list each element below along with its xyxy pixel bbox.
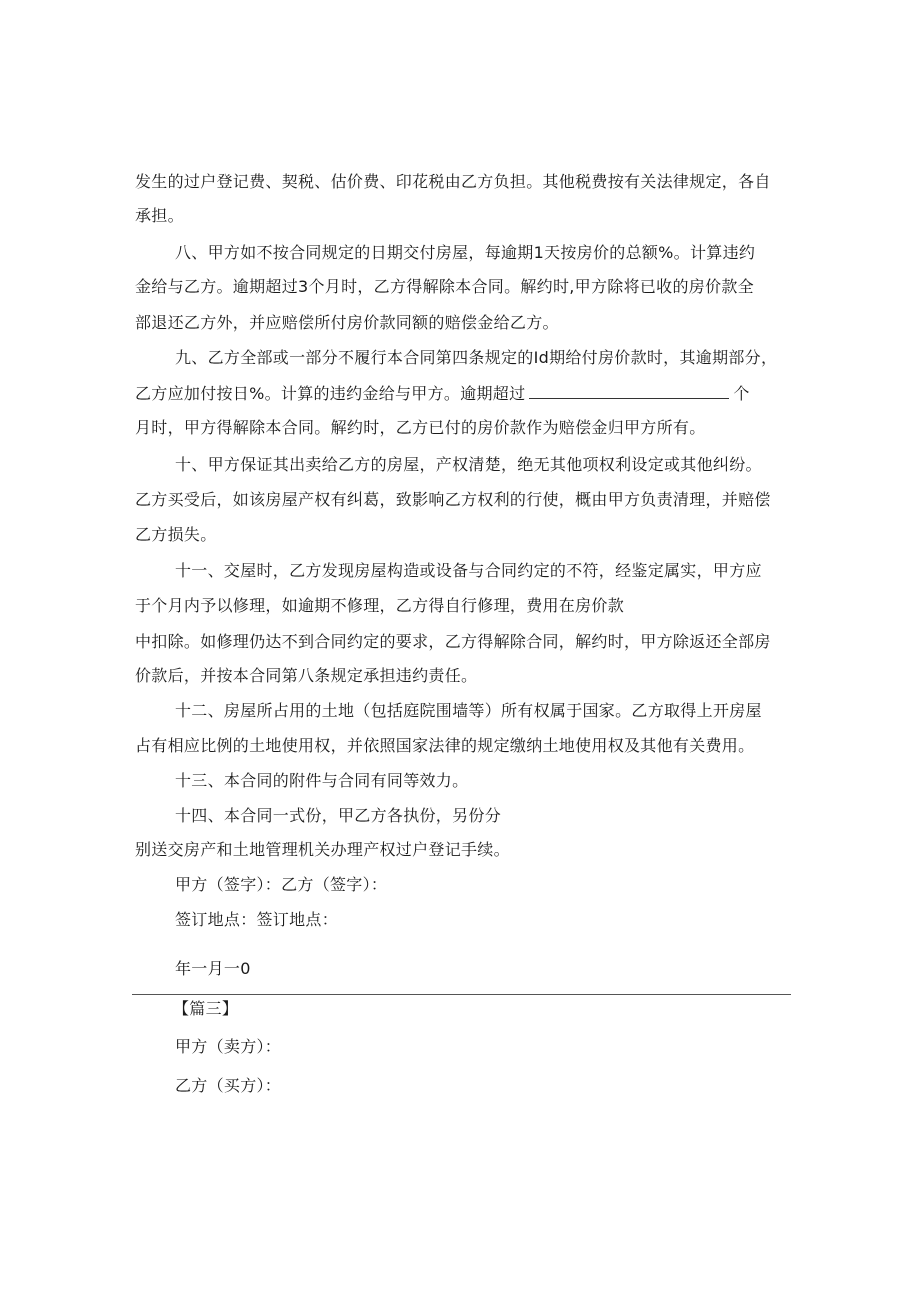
signature-line: 甲方（签字）：乙方（签字）： [175, 875, 388, 894]
section-divider [132, 994, 791, 995]
paragraph-line: 价款后，并按本合同第八条规定承担违约责任。 [135, 666, 478, 685]
blank-fill-line [529, 383, 729, 399]
seller-line: 甲方（卖方）： [175, 1037, 282, 1056]
signing-place-line: 签订地点：签订地点： [175, 910, 339, 929]
clause-13-line: 十三、本合同的附件与合同有同等效力。 [175, 771, 469, 790]
date-line: 年一月一0 [175, 959, 251, 978]
clause-12-line: 十二、房屋所占用的土地（包括庭院围墙等）所有权属于国家。乙方取得上开房屋 [175, 701, 762, 720]
clause-14-line: 十四、本合同一式份，甲乙方各执份，另份分 [175, 806, 502, 825]
clause-11-line: 十一、交屋时，乙方发现房屋构造或设备与合同约定的不符，经鉴定属实，甲方应 [175, 561, 762, 580]
paragraph-line: 月时，甲方得解除本合同。解约时，乙方已付的房价款作为赔偿金归甲方所有。 [135, 418, 706, 437]
paragraph-line: 部退还乙方外，并应赔偿所付房价款同额的赔偿金给乙方。 [135, 313, 559, 332]
paragraph-line: 占有相应比例的土地使用权，并依照国家法律的规定缴纳土地使用权及其他有关费用。 [135, 736, 755, 755]
paragraph-line: 承担。 [135, 206, 184, 225]
clause-8-line: 八、甲方如不按合同规定的日期交付房屋，每逾期1天按房价的总额%。计算违约 [175, 243, 756, 262]
paragraph-line: 别送交房产和土地管理机关办理产权过户登记手续。 [135, 840, 510, 859]
clause-9-unit: 个 [733, 384, 750, 403]
buyer-line: 乙方（买方）： [175, 1076, 282, 1095]
paragraph-line: 发生的过户登记费、契税、估价费、印花税由乙方负担。其他税费按有关法律规定，各自 [135, 172, 771, 191]
paragraph-line: 乙方损失。 [135, 525, 217, 544]
clause-9-text: 乙方应加付按日%。计算的违约金给与甲方。逾期超过 [135, 384, 526, 403]
paragraph-line: 乙方买受后，如该房屋产权有纠葛，致影响乙方权利的行使，概由甲方负责清理，并赔偿 [135, 490, 771, 509]
section-heading: 【篇三】 [173, 999, 239, 1018]
clause-10-line: 十、甲方保证其出卖给乙方的房屋，产权清楚，绝无其他项权利设定或其他纠纷。 [175, 455, 762, 474]
paragraph-line: 中扣除。如修理仍达不到合同约定的要求，乙方得解除合同，解约时，甲方除返还全部房 [135, 632, 771, 651]
clause-9-line: 九、乙方全部或一部分不履行本合同第四条规定的Id期给付房价款时，其逾期部分， [175, 348, 778, 367]
paragraph-line [135, 383, 795, 404]
paragraph-line: 金给与乙方。逾期超过3个月时，乙方得解除本合同。解约时,甲方除将已收的房价款全 [135, 277, 754, 296]
paragraph-line: 于个月内予以修理，如逾期不修理，乙方得自行修理，费用在房价款 [135, 596, 625, 615]
